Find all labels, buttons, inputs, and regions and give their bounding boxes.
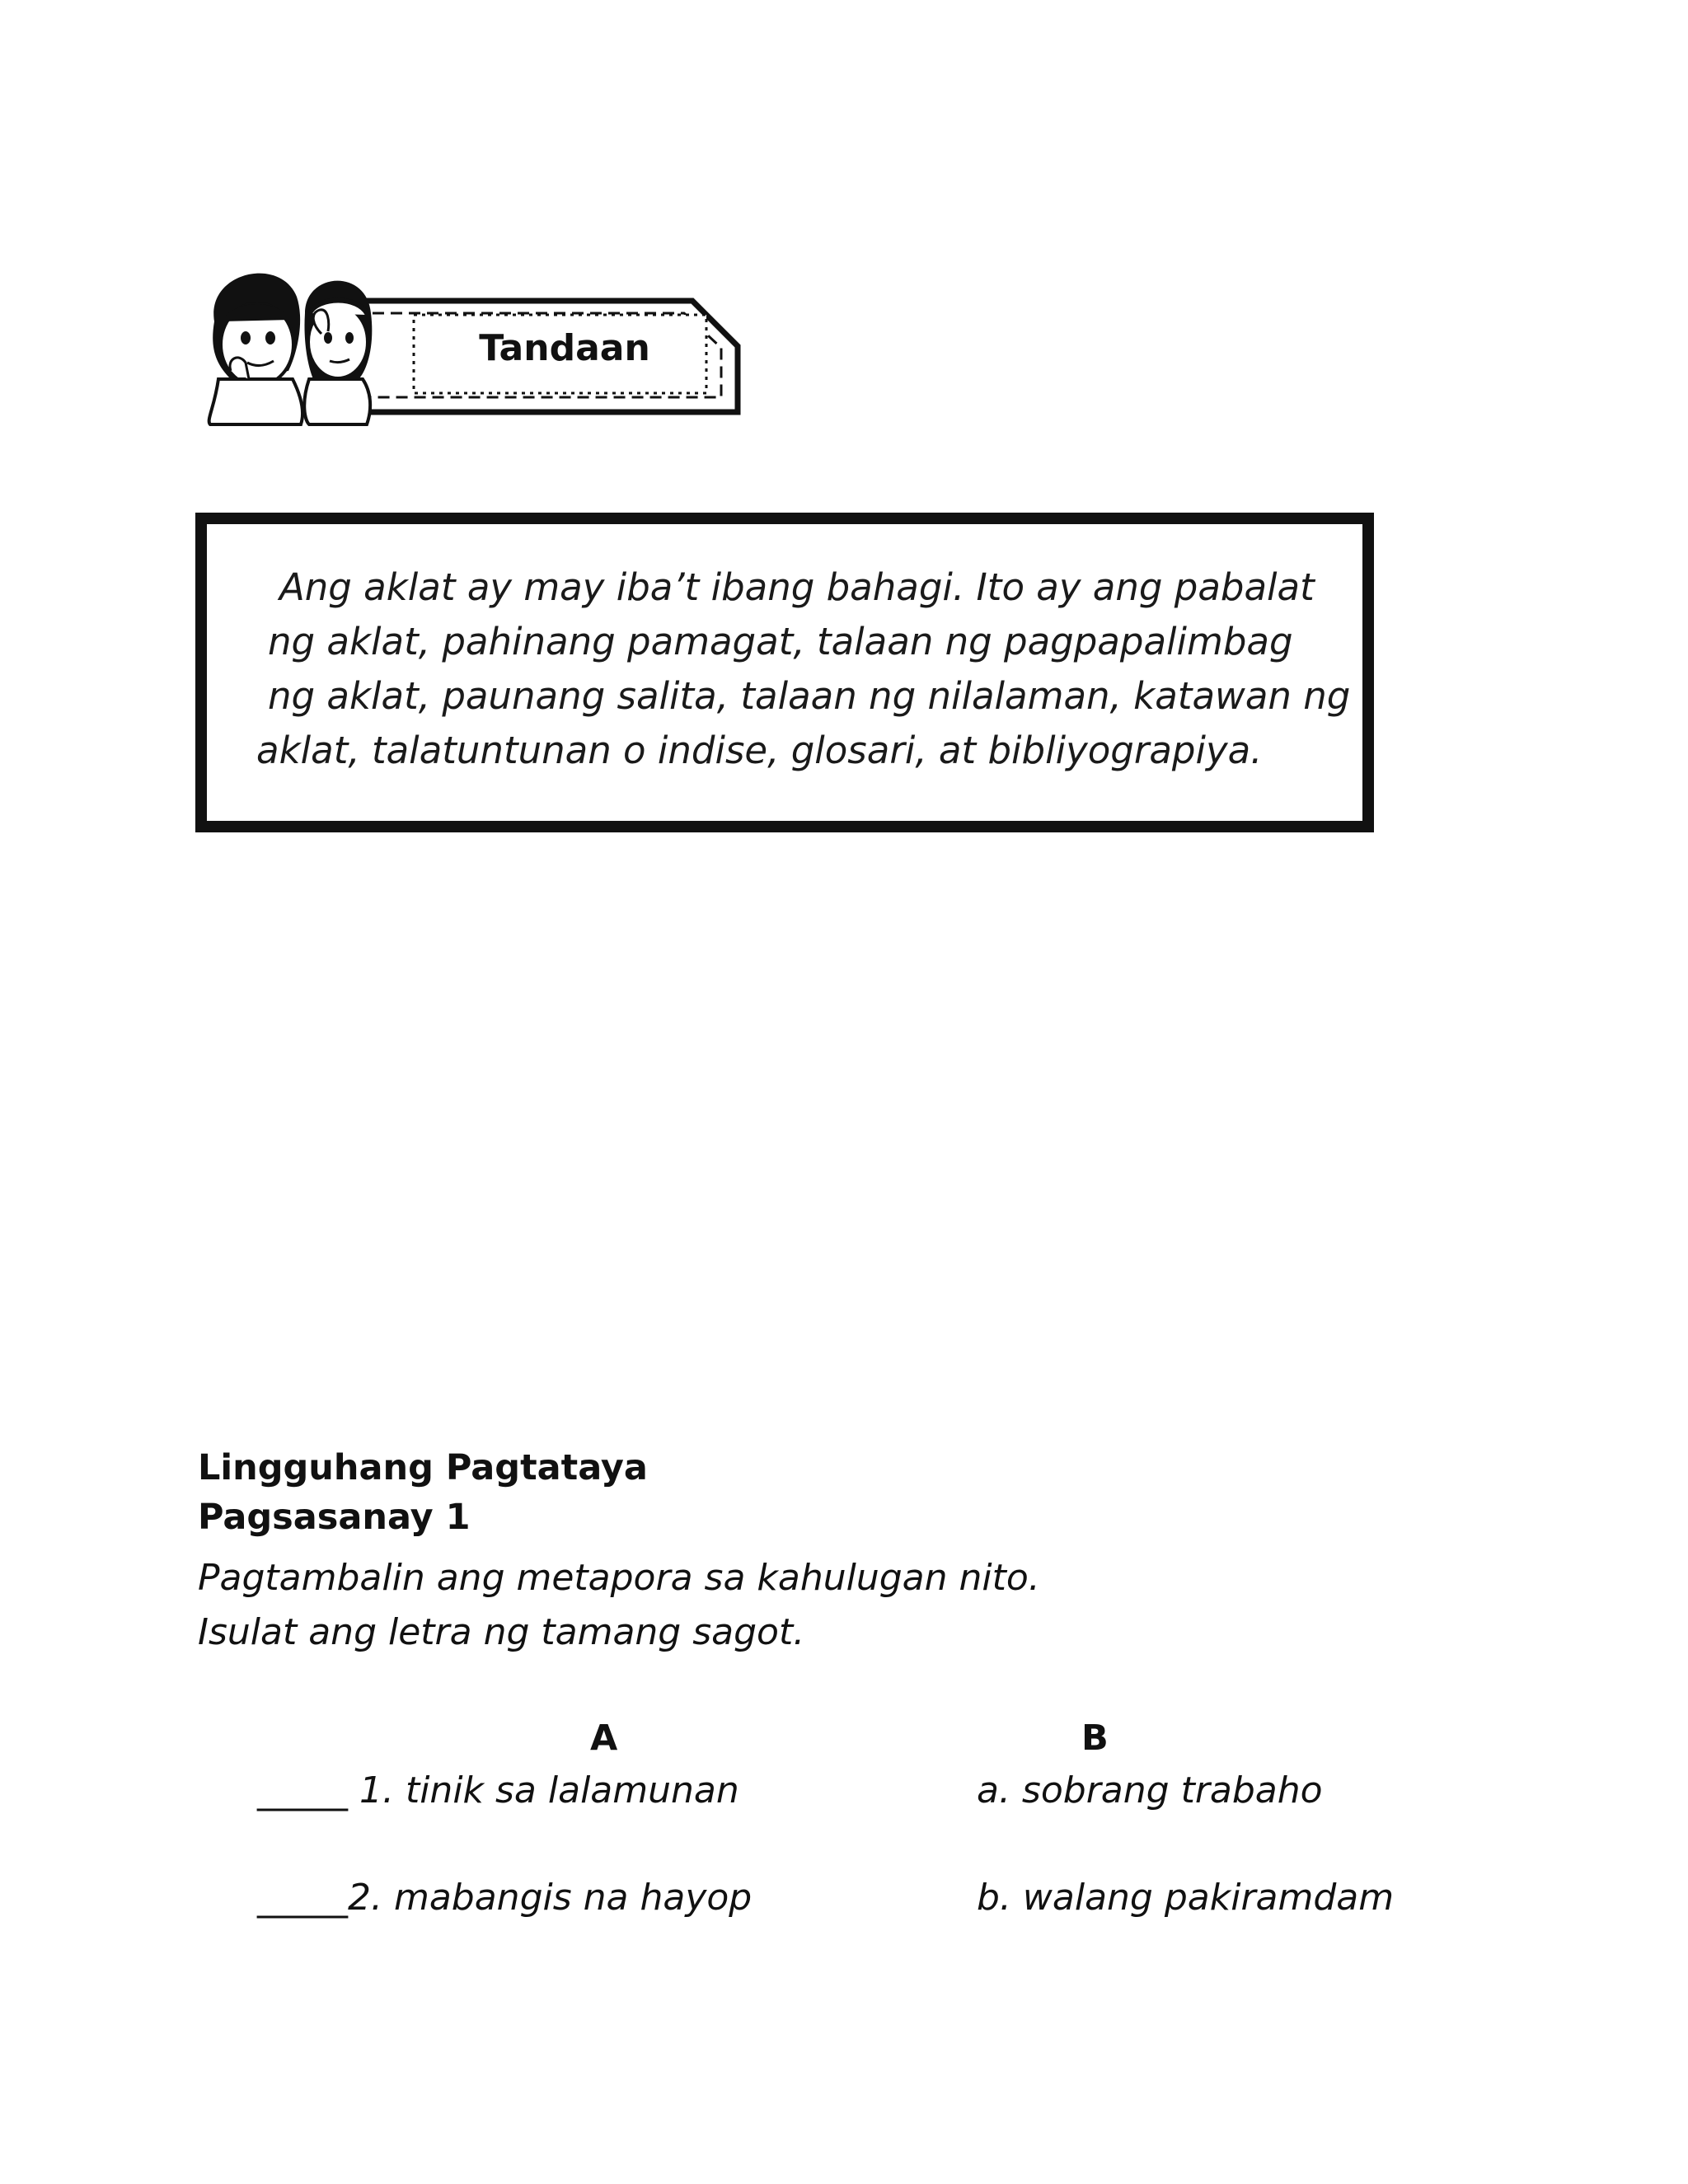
instruction-line: Isulat ang letra ng tamang sagot. [198,1611,805,1653]
column-b-header: B [1081,1718,1109,1759]
assessment-instructions [198,1551,1040,1660]
answer-blank[interactable]: _____ [257,1769,348,1811]
note-box [195,513,1374,832]
note-text [256,560,1353,778]
assessment-subtitle: Pagsasanay 1 [198,1497,471,1538]
column-b-item-b: b. walang pakiramdam [977,1877,1395,1919]
column-a-item-2 [257,1873,752,1923]
section-title-tandaan: Tandaan [479,327,650,369]
column-a-header: A [590,1718,618,1759]
item-text: 1. tinik sa lalamunan [348,1769,739,1811]
item-text: 2. mabangis na hayop [348,1877,753,1919]
column-a-item-1 [257,1766,739,1816]
answer-blank[interactable]: _____ [257,1877,348,1919]
assessment-title: Lingguhang Pagtataya [198,1447,648,1488]
column-b-item-a: a. sobrang trabaho [977,1769,1323,1811]
note-line: ng aklat, pahinang pamagat, talaan ng pagpapalimbag [268,620,1293,663]
note-line: aklat, talatuntunan o indise, glosari, at bibliyograpiya. [256,729,1263,772]
note-line: Ang aklat ay may iba’t ibang bahagi. Ito ay ang pabalat [279,565,1315,609]
note-line: ng aklat, paunang salita, talaan ng nilalaman, katawan ng [268,674,1351,718]
instruction-line: Pagtambalin ang metapora sa kahulugan nito. [198,1557,1040,1599]
